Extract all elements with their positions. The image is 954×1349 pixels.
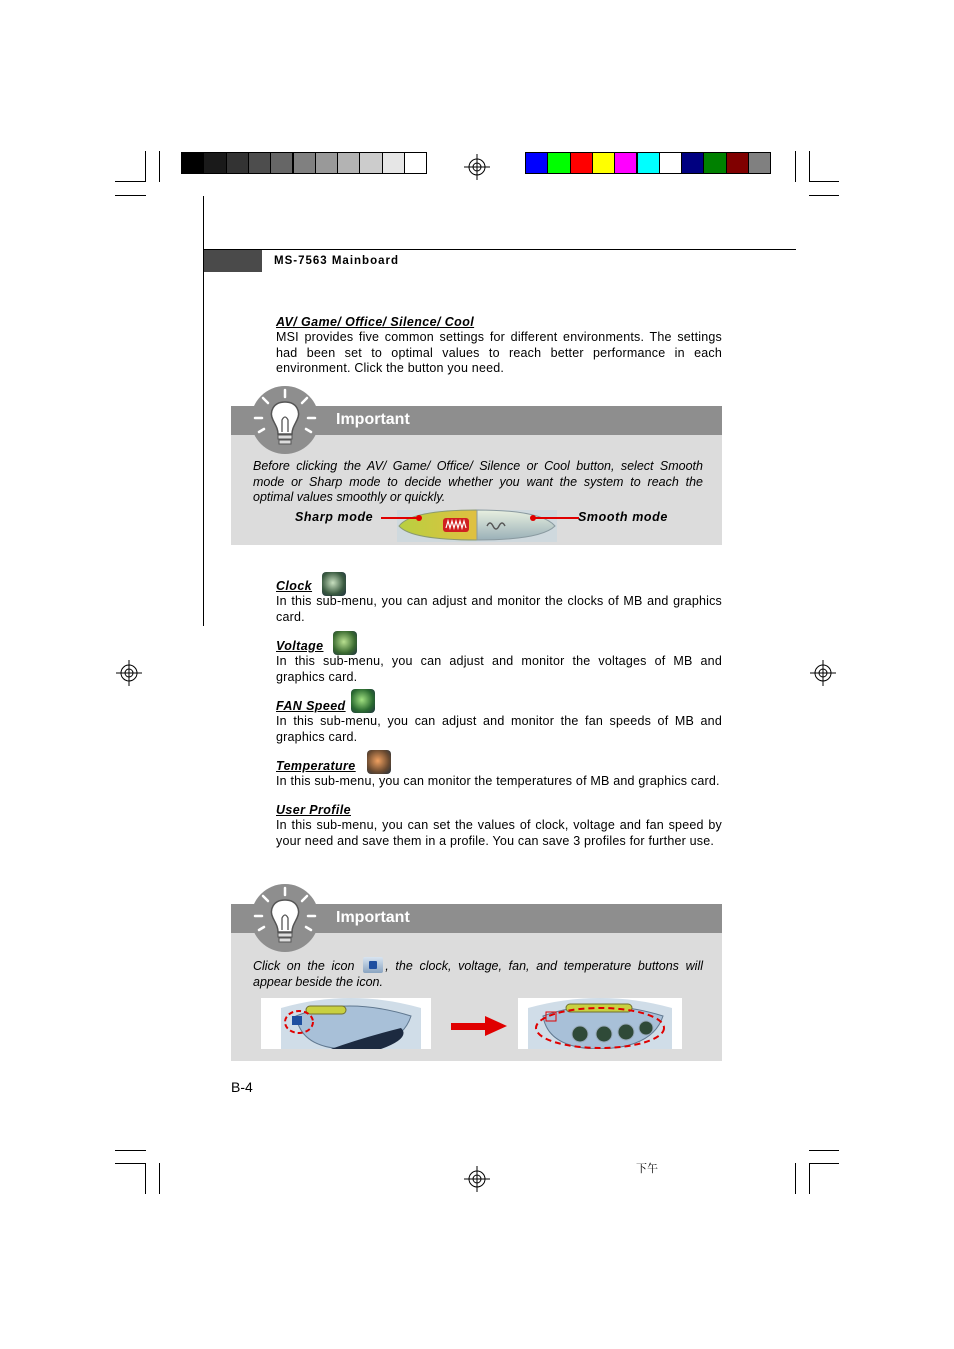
calibration-swatch [359, 152, 382, 174]
calibration-swatch [547, 152, 570, 174]
calibration-swatch [525, 152, 548, 174]
modes-heading: AV/ Game/ Office/ Silence/ Cool [276, 315, 475, 329]
calibration-swatch [570, 152, 593, 174]
lightbulb-icon [249, 882, 321, 954]
calibration-swatch [382, 152, 405, 174]
calibration-swatch [203, 152, 226, 174]
temperature-body: In this sub-menu, you can monitor the temperatures of MB and graphics card. [276, 774, 720, 788]
important-text-end: , the clock, voltage, fan, and temperature buttons will appear beside the icon. [253, 959, 704, 989]
important-title: Important [336, 411, 410, 428]
lightbulb-icon [249, 384, 321, 456]
arrow-right-icon [449, 1014, 509, 1038]
calibration-swatch [681, 152, 704, 174]
voltage-heading: Voltage [276, 639, 324, 653]
calibration-swatch [315, 152, 338, 174]
calibration-swatch [337, 152, 360, 174]
calibration-swatch [703, 152, 726, 174]
calibration-swatch [248, 152, 271, 174]
calibration-swatch [592, 152, 615, 174]
fan-speed-heading: FAN Speed [276, 699, 346, 713]
header-title: MS-7563 Mainboard [274, 255, 399, 267]
calibration-swatch [270, 152, 293, 174]
sharp-smooth-toggle[interactable] [381, 506, 581, 542]
registration-mark-icon [810, 660, 836, 686]
calibration-swatch [181, 152, 204, 174]
important-text: Before clicking the AV/ Game/ Office/ Silence or Cool button, select Smooth mode or Sharp mode to decide whether you want the system to reach the optimal values smoothly or quickly. [253, 459, 703, 505]
calibration-swatch [726, 152, 749, 174]
header-rule [203, 249, 796, 250]
after-screenshot [518, 998, 682, 1049]
user-profile-heading: User Profile [276, 803, 351, 817]
important-title: Important [336, 909, 410, 926]
voltage-icon[interactable] [333, 631, 357, 655]
voltage-body: In this sub-menu, you can adjust and monitor the voltages of MB and graphics card. [276, 654, 722, 684]
clock-body: In this sub-menu, you can adjust and monitor the clocks of MB and graphics card. [276, 594, 722, 624]
temperature-icon[interactable] [367, 750, 391, 774]
clock-heading: Clock [276, 579, 313, 593]
calibration-swatch [293, 152, 316, 174]
registration-mark-icon [464, 154, 490, 180]
important-text-start: Click on the icon [253, 959, 355, 973]
calibration-swatch [404, 152, 427, 174]
clock-icon[interactable] [322, 572, 346, 596]
temperature-heading: Temperature [276, 759, 356, 773]
calibration-swatch [659, 152, 682, 174]
header-tab-block [204, 250, 262, 272]
page-number: B-4 [231, 1079, 253, 1095]
modes-body: MSI provides five common settings for different environments. The settings had been set to optimal values to reach better performance in each environment. Click the button you need. [276, 330, 722, 375]
important-text [253, 957, 703, 990]
print-mark-text: 下午 [636, 1162, 658, 1175]
calibration-swatch [226, 152, 249, 174]
calibration-swatch [614, 152, 637, 174]
before-screenshot [261, 998, 431, 1049]
menu-toggle-icon[interactable] [363, 957, 383, 973]
calibration-swatch [748, 152, 771, 174]
sharp-mode-label: Sharp mode [295, 510, 374, 524]
calibration-swatch [637, 152, 660, 174]
registration-mark-icon [464, 1166, 490, 1192]
fan-speed-body: In this sub-menu, you can adjust and monitor the fan speeds of MB and graphics card. [276, 714, 722, 744]
registration-mark-icon [116, 660, 142, 686]
user-profile-body: In this sub-menu, you can set the values of clock, voltage and fan speed by your need and save them in a profile. You can save 3 profiles for further use. [276, 818, 722, 848]
fan-icon[interactable] [351, 689, 375, 713]
smooth-mode-label: Smooth mode [578, 510, 668, 524]
